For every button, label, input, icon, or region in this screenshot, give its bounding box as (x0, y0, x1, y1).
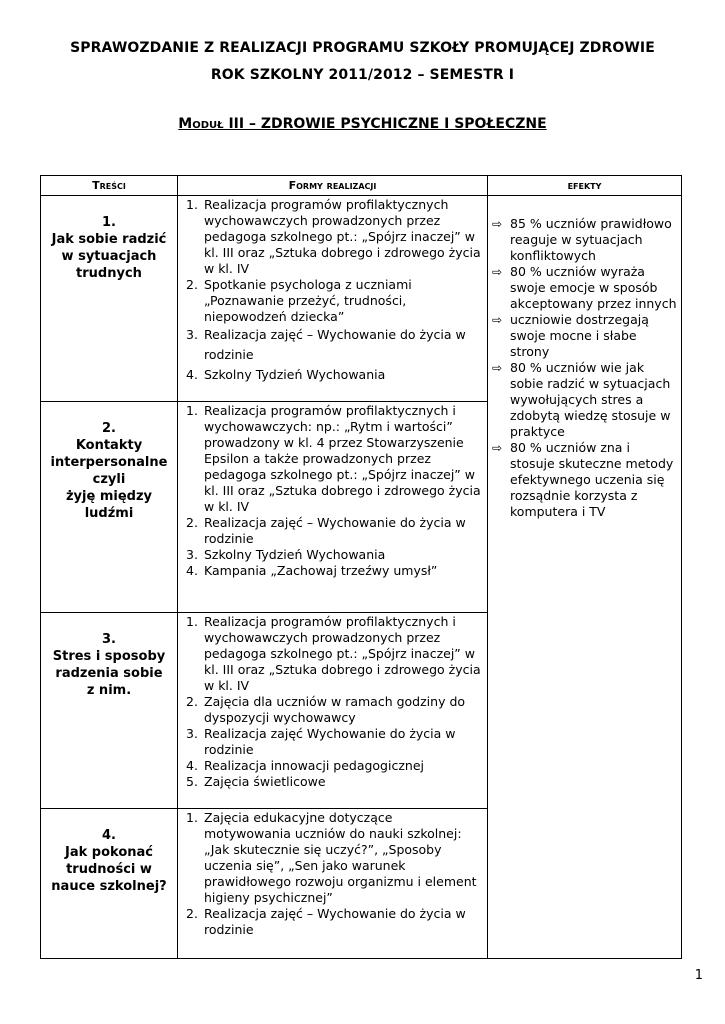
list-item (178, 810, 483, 906)
topic-text (41, 196, 177, 282)
effect-item (492, 440, 677, 520)
list-item (178, 515, 483, 547)
list-item (178, 758, 483, 774)
list-item (178, 325, 483, 365)
item-text: Realizacja zajęć – Wychowanie do życia w rodzinie (204, 906, 466, 937)
topic-cell (41, 613, 178, 809)
topic-line: Stres i sposoby (52, 649, 166, 664)
item-number: 3. (186, 726, 198, 741)
table-row (41, 196, 682, 402)
item-text: Realizacja programów profilaktycznych wychowawczych prowadzonych przez pedagoga szkolnego pt.: „Spójrz inaczej” w kl. III oraz „Sztuka dobrego i zdrowego życia w kl. IV (204, 197, 481, 276)
forms-cell (178, 196, 488, 402)
topic-line: trudnych (76, 266, 142, 281)
item-number: 1. (186, 197, 198, 212)
effect-text: uczniowie dostrzegają swoje mocne i słabe strony (510, 312, 649, 359)
report-subtitle: ROK SZKOLNY 2011/2012 – SEMESTR I (210, 67, 515, 83)
outline-right-arrow-icon: ⇨ (492, 441, 503, 455)
item-number: 3. (186, 547, 198, 562)
topic-line: ludźmi (84, 506, 134, 521)
module-prefix: Moduł (178, 116, 224, 132)
item-number: 2. (186, 906, 198, 921)
forms-cell (178, 809, 488, 959)
forms-list (178, 810, 487, 938)
item-number: 4. (186, 367, 198, 382)
item-text: Zajęcia dla uczniów w ramach godziny do dyspozycji wychowawcy (204, 694, 466, 725)
effect-item (492, 216, 677, 264)
item-number: 1. (186, 403, 198, 418)
item-text: Kampania „Zachowaj trzeźwy umysł” (204, 563, 438, 578)
topic-line: Kontakty (75, 438, 143, 453)
forms-list (178, 403, 487, 579)
item-text: Szkolny Tydzień Wychowania (204, 367, 386, 382)
list-item (178, 614, 483, 694)
list-item (178, 197, 483, 277)
list-item (178, 547, 483, 563)
effect-text: 80 % uczniów zna i stosuje skuteczne metody efektywnego uczenia się rozsądnie korzysta z komputera i TV (510, 440, 674, 519)
forms-cell (178, 613, 488, 809)
item-number: 2. (186, 694, 198, 709)
topic-line: trudności w (66, 862, 152, 877)
topic-line: żyję między (65, 489, 152, 504)
topic-number: 3. (102, 632, 116, 647)
item-text: Realizacja innowacji pedagogicznej (204, 758, 424, 773)
effects-cell (488, 196, 682, 959)
item-text: Realizacja zajęć – Wychowanie do życia w rodzinie (204, 327, 466, 362)
list-item (178, 774, 483, 790)
topic-line: czyli (92, 472, 126, 487)
topic-line: Jak pokonać (65, 845, 153, 860)
topic-text (41, 402, 177, 522)
column-header-forms: Formy realizacji (178, 176, 488, 196)
item-number: 2. (186, 515, 198, 530)
effect-item (492, 264, 677, 312)
list-item (178, 367, 483, 383)
outline-right-arrow-icon: ⇨ (492, 313, 503, 327)
effect-text: 80 % uczniów wie jak sobie radzić w sytuacjach wywołujących stres a zdobytą wiedzę stosuje w praktyce (510, 360, 671, 439)
effect-item (492, 312, 677, 360)
item-number: 4. (186, 758, 198, 773)
outline-right-arrow-icon: ⇨ (492, 265, 503, 279)
module-title: III – ZDROWIE PSYCHICZNE I SPOŁECZNE (228, 116, 547, 132)
item-text: Realizacja zajęć – Wychowanie do życia w rodzinie (204, 515, 466, 546)
forms-list (178, 614, 487, 790)
list-item (178, 403, 483, 515)
topic-number: 2. (102, 421, 116, 436)
effects-list (488, 196, 681, 520)
report-title: SPRAWOZDANIE Z REALIZACJI PROGRAMU SZKOŁY PROMUJĄCEJ ZDROWIE (70, 40, 655, 56)
item-text: Realizacja zajęć Wychowanie do życia w rodzinie (204, 726, 456, 757)
item-text: Spotkanie psychologa z uczniami „Poznawanie przeżyć, trudności, niepowodzeń dziecka” (204, 277, 412, 324)
topic-text (41, 613, 177, 699)
item-number: 4. (186, 563, 198, 578)
effect-item (492, 360, 677, 440)
outline-right-arrow-icon: ⇨ (492, 361, 503, 375)
topic-line: interpersonalne (50, 455, 168, 470)
list-item (178, 694, 483, 726)
effect-text: 85 % uczniów prawidłowo reaguje w sytuacjach konfliktowych (510, 216, 672, 263)
topic-number: 4. (102, 828, 116, 843)
topic-cell (41, 402, 178, 613)
effect-text: 80 % uczniów wyraża swoje emocje w sposób akceptowany przez innych (510, 264, 677, 311)
topic-line: nauce szkolnej? (51, 879, 167, 894)
item-number: 3. (186, 327, 198, 342)
list-item (178, 563, 483, 579)
topic-line: w sytuacjach (61, 249, 157, 264)
item-number: 1. (186, 614, 198, 629)
list-item (178, 906, 483, 938)
item-number: 5. (186, 774, 198, 789)
topic-number: 1. (102, 215, 116, 230)
topic-cell (41, 809, 178, 959)
column-header-effects: efekty (488, 176, 682, 196)
topic-text (41, 809, 177, 895)
topic-line: z nim. (86, 683, 132, 698)
topic-line: Jak sobie radzić (51, 232, 167, 247)
item-number: 1. (186, 810, 198, 825)
outline-right-arrow-icon: ⇨ (492, 217, 503, 231)
item-text: Zajęcia edukacyjne dotyczące motywowania uczniów do nauki szkolnej: „Jak skutecznie się uczyć?”, „Sposoby uczenia się”, „Sen jako warunek prawidłowego rozwoju organizmu i element higieny psychicznej” (204, 810, 477, 905)
forms-list (178, 197, 487, 383)
topic-line: radzenia sobie (55, 666, 163, 681)
item-text: Realizacja programów profilaktycznych i wychowawczych prowadzonych przez pedagoga szkolnego pt.: „Spójrz inaczej” w kl. III oraz „Sztuka dobrego i zdrowego życia w kl. IV (204, 614, 481, 693)
item-text: Zajęcia świetlicowe (204, 774, 326, 789)
topic-cell (41, 196, 178, 402)
item-text: Realizacja programów profilaktycznych i wychowawczych: np.: „Rytm i wartości” prowadzony w kl. 4 przez Stowarzyszenie Epsilon a także prowadzonych przez pedagoga szkolnego pt.: „Spójrz inaczej” w kl. III oraz „Sztuka dobrego i zdrowego życia w kl. IV (204, 403, 481, 514)
item-number: 2. (186, 277, 198, 292)
page-number: 1 (694, 968, 703, 983)
list-item (178, 726, 483, 758)
list-item (178, 277, 483, 325)
module-heading (0, 116, 725, 132)
program-table (40, 175, 682, 959)
table-header-row (41, 176, 682, 196)
column-header-content: Treści (41, 176, 178, 196)
forms-cell (178, 402, 488, 613)
item-text: Szkolny Tydzień Wychowania (204, 547, 386, 562)
